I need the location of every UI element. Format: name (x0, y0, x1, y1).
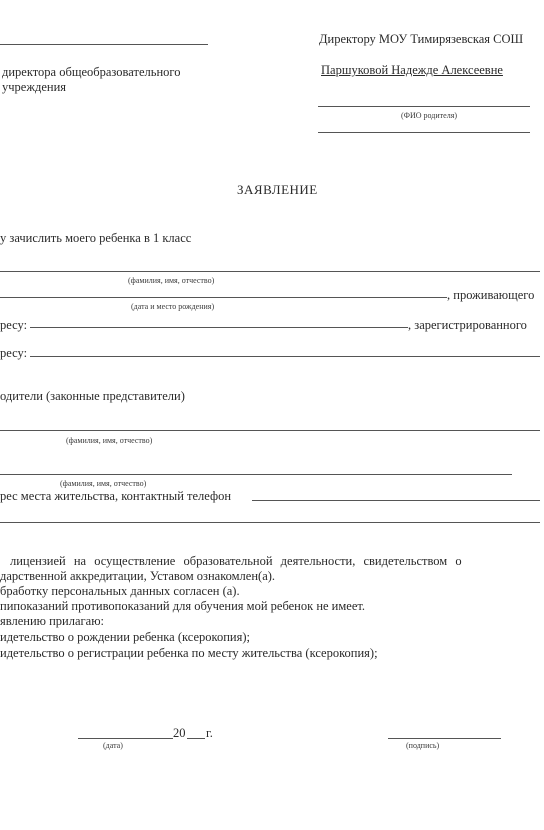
address1-prefix: ресу: (0, 318, 28, 332)
license-line-2: дарственной аккредитации, Уставом ознакомлен(а). (0, 569, 276, 583)
document-2: идетельство о регистрации ребенка по месту жительства (ксерокопия); (0, 646, 378, 660)
year-text: 20 (173, 726, 186, 740)
address2-line (30, 356, 540, 357)
birth-caption: (дата и место рождения) (131, 302, 215, 311)
license-line-1: лицензией на осуществление образовательной деятельности, свидетельством о (10, 554, 462, 568)
birth-line (0, 297, 447, 298)
date-line (78, 738, 173, 739)
child-fio-caption: (фамилия, имя, отчество) (128, 276, 215, 285)
year-line (187, 738, 205, 739)
request-text: у зачислить моего ребенка в 1 класс (0, 231, 192, 245)
parent1-caption: (фамилия, имя, отчество) (66, 436, 153, 445)
address1-line (30, 327, 408, 328)
document-title: ЗАЯВЛЕНИЕ (237, 182, 318, 197)
parent-fio-line-2 (318, 132, 530, 133)
signature-line (388, 738, 501, 739)
parent2-caption: (фамилия, имя, отчество) (60, 479, 147, 488)
address2-prefix: ресу: (0, 346, 28, 360)
no-contraindications-text: пипоказаний противопоказаний для обучения мой ребенок не имеет. (0, 599, 366, 613)
parent2-line (0, 474, 512, 475)
from-blank-line (0, 44, 208, 45)
consent-text: бработку персональных данных согласен (а). (0, 584, 240, 598)
addressee-director: Директору МОУ Тимирязевская СОШ (319, 32, 524, 46)
child-fio-line (0, 271, 540, 272)
registered-label: , зарегистрированного (408, 318, 527, 332)
parent-fio-caption: (ФИО родителя) (401, 111, 458, 120)
from-line-2: учреждения (2, 80, 67, 94)
date-caption: (дата) (103, 741, 123, 750)
year-suffix: г. (206, 726, 213, 740)
addressee-name: Паршуковой Надежде Алексеевне (321, 63, 503, 77)
contact-line-2 (0, 522, 540, 523)
contact-label: рес места жительства, контактный телефон (0, 489, 232, 503)
signature-caption: (подпись) (406, 741, 440, 750)
attach-label: явлению прилагаю: (0, 614, 105, 628)
parent-fio-line (318, 106, 530, 107)
contact-line (252, 500, 540, 501)
parent1-line (0, 430, 540, 431)
living-label: , проживающего (447, 288, 535, 302)
parents-label: одители (законные представители) (0, 389, 185, 403)
document-1: идетельство о рождении ребенка (ксерокопия); (0, 630, 250, 644)
from-line-1: директора общеобразовательного (2, 65, 181, 79)
